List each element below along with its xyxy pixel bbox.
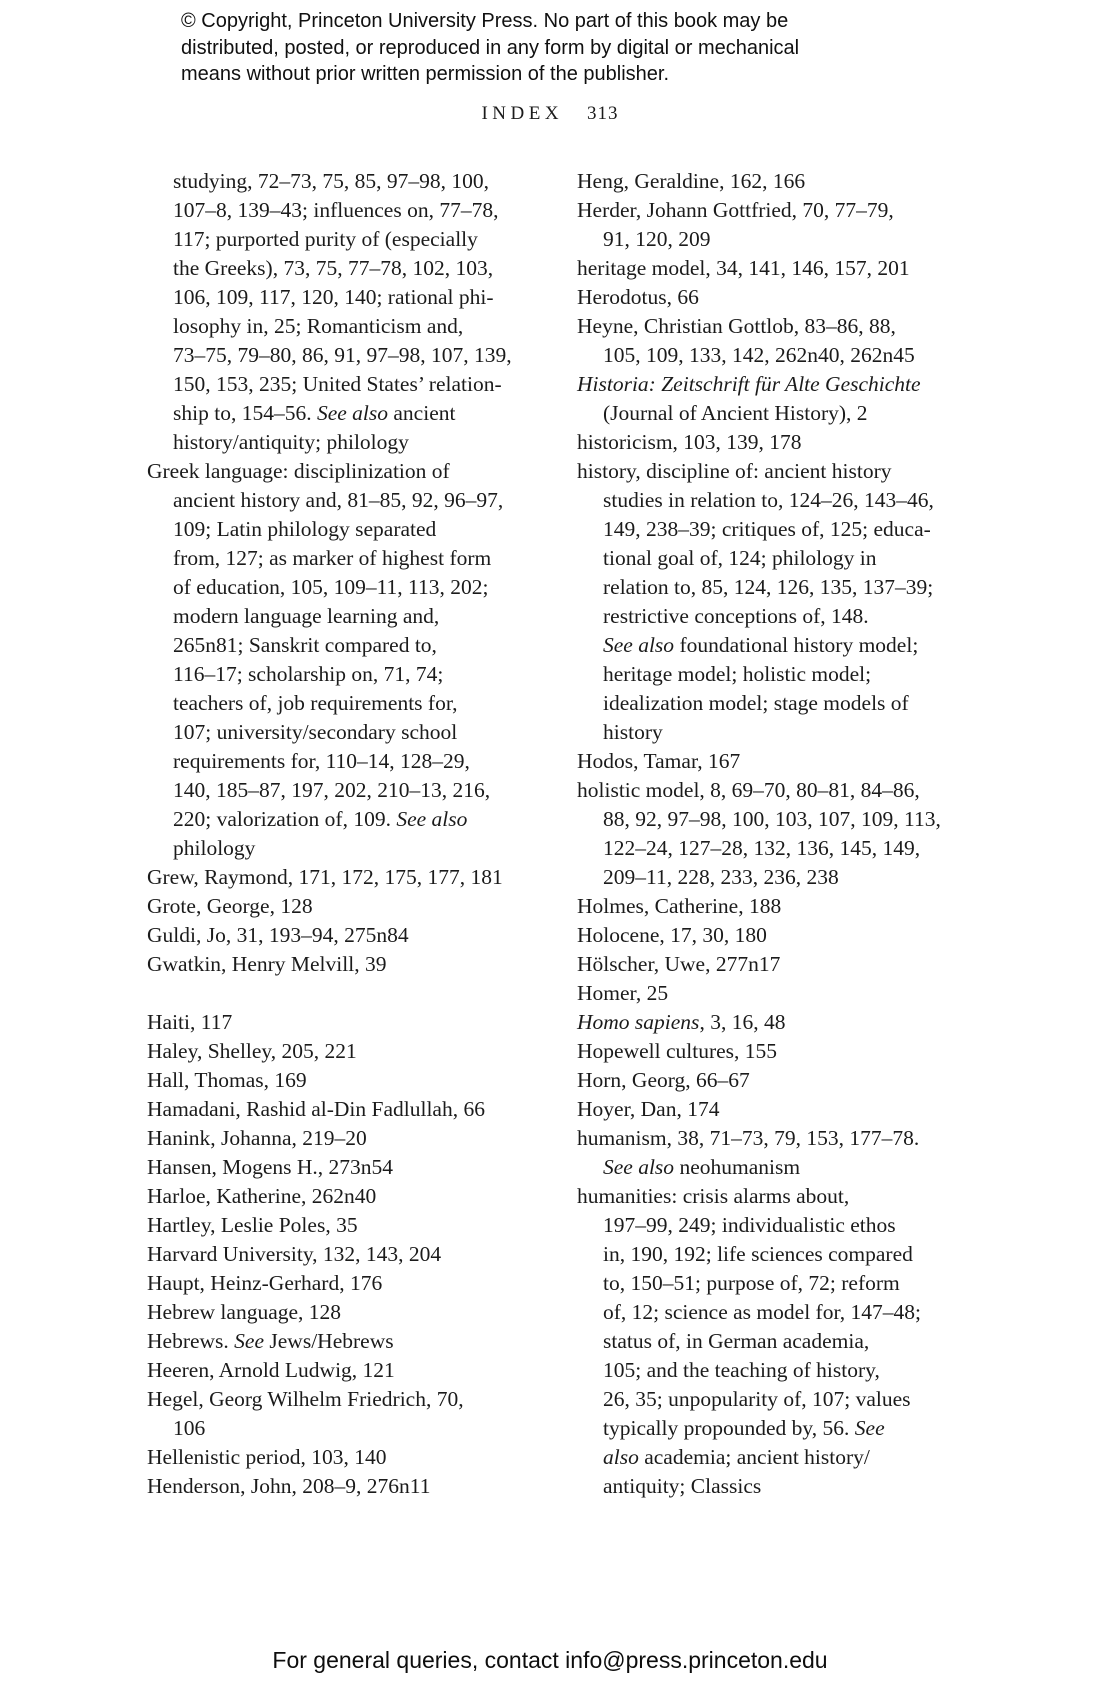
index-line	[577, 631, 972, 660]
index-text: 140, 185–87, 197, 202, 210–13, 216,	[173, 778, 491, 802]
index-line	[577, 921, 972, 950]
index-text: 107–8, 139–43; influences on, 77–78,	[173, 198, 499, 222]
index-text: 220; valorization of, 109.	[173, 807, 397, 831]
index-line	[147, 196, 542, 225]
copyright-line: means without prior written permission of the publisher.	[181, 63, 670, 85]
index-line	[147, 1211, 542, 1240]
index-text-italic: Historia: Zeitschrift für Alte Geschichte	[577, 372, 921, 396]
index-text: 209–11, 228, 233, 236, 238	[603, 865, 839, 889]
index-line	[577, 1124, 972, 1153]
index-line	[147, 1327, 542, 1356]
index-line	[577, 1414, 972, 1443]
index-text: Heng, Geraldine, 162, 166	[577, 169, 806, 193]
copyright-notice	[181, 8, 799, 88]
index-line	[577, 1356, 972, 1385]
index-text-italic: See also	[603, 633, 675, 657]
index-text: Hamadani, Rashid al-Din Fadlullah, 66	[147, 1097, 485, 1121]
index-text: (Journal of Ancient History), 2	[603, 401, 868, 425]
index-text: 26, 35; unpopularity of, 107; values	[603, 1387, 911, 1411]
index-line	[577, 196, 972, 225]
index-text: teachers of, job requirements for,	[173, 691, 458, 715]
index-line	[577, 1385, 972, 1414]
index-text: Harloe, Katherine, 262n40	[147, 1184, 377, 1208]
index-line	[147, 1356, 542, 1385]
index-line	[577, 805, 972, 834]
index-line	[577, 1066, 972, 1095]
index-line	[577, 892, 972, 921]
index-text: Harvard University, 132, 143, 204	[147, 1242, 442, 1266]
index-line	[577, 1443, 972, 1472]
index-line	[147, 776, 542, 805]
index-line	[147, 805, 542, 834]
index-line	[577, 776, 972, 805]
index-text: 150, 153, 235; United States’ relation-	[173, 372, 502, 396]
index-text: 122–24, 127–28, 132, 136, 145, 149,	[603, 836, 921, 860]
index-line	[577, 283, 972, 312]
index-text: 265n81; Sanskrit compared to,	[173, 633, 437, 657]
index-line	[147, 863, 542, 892]
index-text-italic: See also	[396, 807, 468, 831]
index-line	[147, 1153, 542, 1182]
index-line	[147, 1269, 542, 1298]
index-text: 116–17; scholarship on, 71, 74;	[173, 662, 444, 686]
index-line	[577, 1095, 972, 1124]
index-line	[147, 312, 542, 341]
index-line	[147, 660, 542, 689]
index-text: Haupt, Heinz-Gerhard, 176	[147, 1271, 383, 1295]
index-text: studies in relation to, 124–26, 143–46,	[603, 488, 934, 512]
index-text: 109; Latin philology separated	[173, 517, 437, 541]
index-text: 106, 109, 117, 120, 140; rational phi-	[173, 285, 494, 309]
index-line	[577, 1327, 972, 1356]
index-text: 149, 238–39; critiques of, 125; educa-	[603, 517, 931, 541]
index-line	[147, 457, 542, 486]
index-text: Grote, George, 128	[147, 894, 313, 918]
index-text: holistic model, 8, 69–70, 80–81, 84–86,	[577, 778, 920, 802]
index-text: of, 12; science as model for, 147–48;	[603, 1300, 921, 1324]
index-line	[577, 312, 972, 341]
index-text: Heyne, Christian Gottlob, 83–86, 88,	[577, 314, 896, 338]
index-text-italic: Homo sapiens	[577, 1010, 700, 1034]
index-line	[147, 1240, 542, 1269]
index-text: antiquity; Classics	[603, 1474, 762, 1498]
index-text: Holocene, 17, 30, 180	[577, 923, 767, 947]
index-line	[147, 1124, 542, 1153]
index-text: status of, in German academia,	[603, 1329, 870, 1353]
index-line	[577, 747, 972, 776]
copyright-line: © Copyright, Princeton University Press. No part of this book may be	[181, 10, 789, 32]
index-line	[147, 950, 542, 979]
index-line	[147, 892, 542, 921]
index-line	[577, 225, 972, 254]
index-line	[577, 486, 972, 515]
index-line	[147, 167, 542, 196]
index-line	[147, 747, 542, 776]
index-line	[147, 1298, 542, 1327]
index-text: ancient history and, 81–85, 92, 96–97,	[173, 488, 504, 512]
index-text: restrictive conceptions of, 148.	[603, 604, 869, 628]
index-text: Homer, 25	[577, 981, 669, 1005]
index-text: Hebrews.	[147, 1329, 235, 1353]
index-text-italic: See	[234, 1329, 265, 1353]
index-line	[577, 399, 972, 428]
index-text: Heeren, Arnold Ludwig, 121	[147, 1358, 395, 1382]
index-text: Henderson, John, 208–9, 276n11	[147, 1474, 431, 1498]
index-line	[577, 457, 972, 486]
index-text-italic: also	[603, 1445, 639, 1469]
index-text: 105, 109, 133, 142, 262n40, 262n45	[603, 343, 915, 367]
index-line	[577, 660, 972, 689]
index-line	[147, 1095, 542, 1124]
index-text: idealization model; stage models of	[603, 691, 909, 715]
index-text: ancient	[388, 401, 456, 425]
index-text: Hartley, Leslie Poles, 35	[147, 1213, 358, 1237]
index-text: foundational history model;	[674, 633, 919, 657]
index-line	[577, 1472, 972, 1501]
index-text: 91, 120, 209	[603, 227, 711, 251]
index-text: Hoyer, Dan, 174	[577, 1097, 720, 1121]
page-number: 313	[587, 103, 619, 124]
index-line	[577, 979, 972, 1008]
index-line	[147, 254, 542, 283]
index-text: Hodos, Tamar, 167	[577, 749, 741, 773]
index-text: relation to, 85, 124, 126, 135, 137–39;	[603, 575, 934, 599]
index-line	[147, 486, 542, 515]
index-text: 88, 92, 97–98, 100, 103, 107, 109, 113,	[603, 807, 941, 831]
index-text: Holmes, Catherine, 188	[577, 894, 782, 918]
index-line	[147, 1066, 542, 1095]
index-text: neohumanism	[674, 1155, 801, 1179]
index-line	[577, 1008, 972, 1037]
index-text: philology	[173, 836, 256, 860]
index-line	[577, 1182, 972, 1211]
index-line	[577, 689, 972, 718]
index-text: Hebrew language, 128	[147, 1300, 342, 1324]
index-text: history/antiquity; philology	[173, 430, 409, 454]
index-line	[577, 718, 972, 747]
index-line	[147, 283, 542, 312]
index-text: 106	[173, 1416, 206, 1440]
index-line	[147, 399, 542, 428]
section-gap	[147, 979, 542, 1008]
index-line	[577, 1037, 972, 1066]
index-text: Haley, Shelley, 205, 221	[147, 1039, 357, 1063]
index-line	[147, 544, 542, 573]
index-line	[147, 1385, 542, 1414]
index-line	[147, 689, 542, 718]
index-line	[577, 1269, 972, 1298]
index-text: ship to, 154–56.	[173, 401, 317, 425]
index-line	[147, 718, 542, 747]
index-text: typically propounded by, 56.	[603, 1416, 855, 1440]
index-line	[577, 602, 972, 631]
index-line	[577, 544, 972, 573]
index-text: 197–99, 249; individualistic ethos	[603, 1213, 896, 1237]
index-text: to, 150–51; purpose of, 72; reform	[603, 1271, 900, 1295]
index-line	[147, 225, 542, 254]
index-column-right	[577, 167, 972, 1501]
index-line	[147, 1008, 542, 1037]
index-line	[147, 631, 542, 660]
footer-queries-line: For general queries, contact info@press.princeton.edu	[272, 1647, 828, 1673]
index-text: 105; and the teaching of history,	[603, 1358, 880, 1382]
index-line	[147, 1414, 542, 1443]
index-line	[577, 428, 972, 457]
index-text: humanities: crisis alarms about,	[577, 1184, 850, 1208]
index-text: Hanink, Johanna, 219–20	[147, 1126, 367, 1150]
index-text: Herodotus, 66	[577, 285, 699, 309]
index-text: Horn, Georg, 66–67	[577, 1068, 750, 1092]
index-line	[147, 1037, 542, 1066]
index-text: Haiti, 117	[147, 1010, 233, 1034]
index-text: , 3, 16, 48	[699, 1010, 786, 1034]
index-line	[147, 1182, 542, 1211]
index-text: Hegel, Georg Wilhelm Friedrich, 70,	[147, 1387, 464, 1411]
index-text: history, discipline of: ancient history	[577, 459, 892, 483]
index-line	[147, 370, 542, 399]
index-line	[577, 1298, 972, 1327]
index-line	[577, 863, 972, 892]
index-text: requirements for, 110–14, 128–29,	[173, 749, 470, 773]
index-line	[577, 515, 972, 544]
index-text: 117; purported purity of (especially	[173, 227, 478, 251]
index-text: modern language learning and,	[173, 604, 440, 628]
index-line	[577, 1153, 972, 1182]
index-text: heritage model; holistic model;	[603, 662, 872, 686]
index-text: in, 190, 192; life sciences compared	[603, 1242, 913, 1266]
index-line	[147, 573, 542, 602]
index-text: Jews/Hebrews	[264, 1329, 394, 1353]
index-text: Grew, Raymond, 171, 172, 175, 177, 181	[147, 865, 503, 889]
index-text-italic: See also	[603, 1155, 675, 1179]
index-text: the Greeks), 73, 75, 77–78, 102, 103,	[173, 256, 494, 280]
index-line	[147, 428, 542, 457]
index-line	[577, 950, 972, 979]
index-text: Hopewell cultures, 155	[577, 1039, 778, 1063]
index-line	[147, 341, 542, 370]
index-text: heritage model, 34, 141, 146, 157, 201	[577, 256, 910, 280]
index-heading: INDEX	[481, 103, 564, 124]
index-text: humanism, 38, 71–73, 79, 153, 177–78.	[577, 1126, 920, 1150]
index-line	[577, 1211, 972, 1240]
index-text: historicism, 103, 139, 178	[577, 430, 802, 454]
index-line	[147, 1472, 542, 1501]
index-text-italic: See also	[316, 401, 389, 425]
index-line	[577, 1240, 972, 1269]
index-text: Gwatkin, Henry Melvill, 39	[147, 952, 387, 976]
index-text: from, 127; as marker of highest form	[173, 546, 492, 570]
index-text: 107; university/secondary school	[173, 720, 458, 744]
page-header	[0, 103, 1100, 125]
index-line	[147, 602, 542, 631]
index-line	[147, 515, 542, 544]
index-line	[577, 254, 972, 283]
index-line	[147, 1443, 542, 1472]
index-text: Hellenistic period, 103, 140	[147, 1445, 387, 1469]
index-text: Guldi, Jo, 31, 193–94, 275n84	[147, 923, 409, 947]
index-text: tional goal of, 124; philology in	[603, 546, 877, 570]
index-text: studying, 72–73, 75, 85, 97–98, 100,	[173, 169, 489, 193]
index-line	[147, 921, 542, 950]
index-text: history	[603, 720, 663, 744]
index-text-italic: See	[854, 1416, 885, 1440]
index-text: Herder, Johann Gottfried, 70, 77–79,	[577, 198, 894, 222]
index-text: 73–75, 79–80, 86, 91, 97–98, 107, 139,	[173, 343, 512, 367]
index-text: Hall, Thomas, 169	[147, 1068, 307, 1092]
index-line	[577, 834, 972, 863]
index-column-left	[147, 167, 542, 1501]
index-line	[577, 370, 972, 399]
index-line	[577, 573, 972, 602]
index-text: Hansen, Mogens H., 273n54	[147, 1155, 394, 1179]
index-text: academia; ancient history/	[638, 1445, 870, 1469]
index-text: losophy in, 25; Romanticism and,	[173, 314, 464, 338]
copyright-line: distributed, posted, or reproduced in any form by digital or mechanical	[181, 36, 800, 59]
index-line	[577, 167, 972, 196]
index-text: Hölscher, Uwe, 277n17	[577, 952, 781, 976]
index-text: of education, 105, 109–11, 113, 202;	[173, 575, 489, 599]
index-text: Greek language: disciplinization of	[147, 459, 450, 483]
index-line	[577, 341, 972, 370]
index-line	[147, 834, 542, 863]
